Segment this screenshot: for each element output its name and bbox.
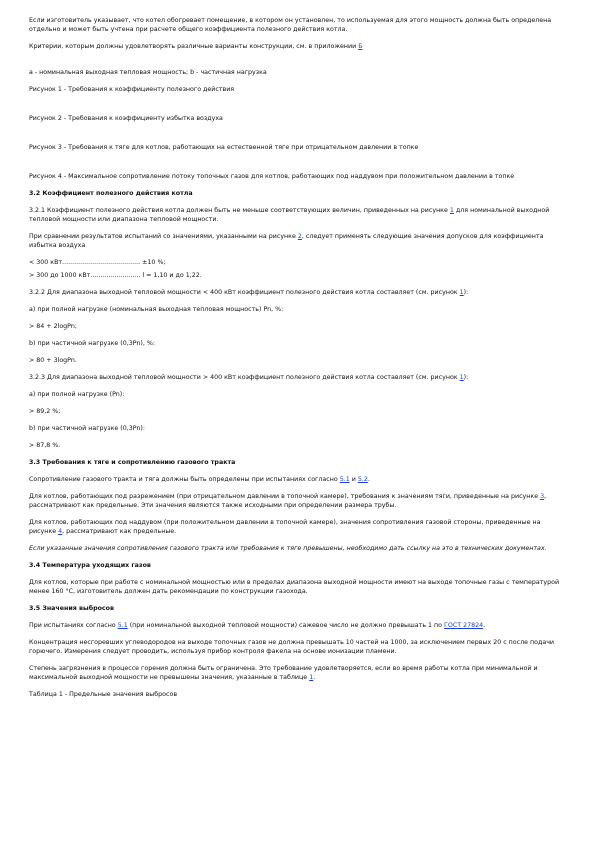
paragraph-3-2-3: 3.2.3 Для диапазона выходной тепловой мощности > 400 кВт коэффициент полезного действия котла составляет (см. рисунок 1):: [29, 374, 469, 381]
link-figure-2[interactable]: 2: [297, 233, 302, 240]
link-gost-27824[interactable]: ГОСТ 27824: [444, 622, 484, 629]
figure-3-caption: Рисунок 3 - Требования к тяге для котлов, работающих на естественной тяге при отрицательном давлении в топке: [29, 144, 419, 151]
paragraph-3-2-2: 3.2.2 Для диапазона выходной тепловой мощности < 400 кВт коэффициент полезного действия котла составляет (см. рисунок 1):: [29, 289, 469, 296]
paragraph-air-excess-tolerance: При сравнении результатов испытаний со значениями, указанными на рисунке 2, следует применять следующие значения допусков для коэффициента избытка воздуха: [29, 233, 544, 249]
item-full-load: а) при полной нагрузке (номинальная выходная тепловая мощность) Pn, %:: [29, 306, 284, 313]
section-heading-3-5: 3.5 Значения выбросов: [29, 605, 114, 612]
link-figure-1[interactable]: 1: [459, 374, 464, 381]
paragraph-3-5-soot: При испытаниях согласно 5.1 (при номинальной выходной тепловой мощности) сажевое число не должно превышать 1 по ГОСТ 27824.: [29, 622, 486, 629]
paragraph-3-3-resistance: Сопротивление газового тракта и тяга должны быть определены при испытаниях согласно 5.1 и 5.2.: [29, 476, 370, 483]
figure-1-caption: Рисунок 1 - Требования к коэффициенту полезного действия: [29, 86, 235, 93]
tolerance-line-2: > 300 до 1000 кВт......................... l = 1,10 и до 1,22.: [29, 272, 202, 279]
link-appendix-b[interactable]: Б: [358, 43, 363, 50]
paragraph-3-5-pollution: Степень загрязнения в процессе горения должна быть ограничена. Это требование удовлетворяется, если во время работы котла при минимальной и максимальной выходной мощности не превышены значения, указанные в таблице 1.: [29, 665, 538, 681]
link-figure-4[interactable]: 4: [58, 528, 63, 535]
value-partial-load-2: > 87,8 %.: [29, 442, 61, 449]
value-full-load-2: > 89,2 %;: [29, 408, 61, 415]
section-heading-3-3: 3.3 Требования к тяге и сопротивлению газового тракта: [29, 459, 236, 466]
paragraph-3-3-negative-pressure: Для котлов, работающих под разрежением (при отрицательном давлении в топочной камере), требования к значениям тяги, приведенные на рисунке 3, рассматривают как предельные. Эти значения являются также исходными при определении размера трубы.: [29, 493, 547, 509]
document-page: [29, 16, 569, 707]
link-table-1[interactable]: 1: [309, 674, 314, 681]
paragraph-3-5-hydrocarbons: Концентрация несгоревших углеводородов на выходе топочных газов не должна превышать 10 частей на 1000, за исключением первых 20 с после подачи горючего. Измерения следует проводить, используя прибор контроля факела на основе ионизации пламени.: [29, 639, 555, 655]
link-section-5-1[interactable]: 5.1: [339, 476, 350, 483]
figure-4-caption: Рисунок 4 - Максимальное сопротивление потоку топочных газов для котлов, работающих под наддувом при положительном давлении в топке: [29, 173, 515, 180]
item-partial-load-2: b) при частичной нагрузке (0,3Pn):: [29, 425, 146, 432]
paragraph-3-3-positive-pressure: Для котлов, работающих под наддувом (при положительном давлении в топочной камере), значения сопротивления газовой стороны, приведенные на рисунке 4, рассматривают как предельные.: [29, 519, 541, 535]
paragraph-3-4: Для котлов, которые при работе с номинальной мощностью или в пределах диапазона выходной мощности имеют на выходе топочные газы с температурой менее 160 °С, изготовитель должен дать рекомендации по конструкции газохода.: [29, 579, 560, 595]
formula-partial-load: > 80 + 3logPn.: [29, 357, 77, 364]
link-figure-1[interactable]: 1: [449, 207, 454, 214]
item-partial-load: b) при частичной нагрузке (0,3Pn), %:: [29, 340, 155, 347]
paragraph-criteria: Критерии, которым должны удовлетворять различные варианты конструкции, см. в приложении Б: [29, 43, 363, 50]
table-1-caption: Таблица 1 - Предельные значения выбросов: [29, 691, 178, 698]
link-section-5-1[interactable]: 5.1: [117, 622, 128, 629]
figure-legend: a - номинальная выходная тепловая мощность; b - частичная нагрузка: [29, 69, 267, 76]
figure-2-caption: Рисунок 2 - Требования к коэффициенту избытка воздуха: [29, 115, 223, 122]
formula-full-load: > 84 + 2logPn;: [29, 323, 77, 330]
link-figure-1[interactable]: 1: [459, 289, 464, 296]
link-section-5-2[interactable]: 5.2: [357, 476, 368, 483]
paragraph-room-heating: Если изготовитель указывает, что котел обогревает помещение, в котором он установлен, то используемая для этого мощность должна быть определена отдельно и может быть учтена при расчете общего коэффициента полезного действия котла.: [29, 17, 552, 33]
item-full-load-2: а) при полной нагрузке (Pn):: [29, 391, 125, 398]
link-figure-3[interactable]: 3: [540, 493, 545, 500]
section-heading-3-2: 3.2 Коэффициент полезного действия котла: [29, 190, 193, 197]
tolerance-line-1: < 300 кВт....................................... ±10 %;: [29, 259, 166, 266]
section-heading-3-4: 3.4 Температура уходящих газов: [29, 562, 151, 569]
paragraph-3-3-note: Если указанные значения сопротивления газового тракта или требования к тяге превышены, необходимо дать ссылку на это в технических документах.: [29, 545, 547, 552]
paragraph-3-2-1: 3.2.1 Коэффициент полезного действия котла должен быть не меньше соответствующих величин, приведенных на рисунке 1 для номинальной выходной тепловой мощности или диапазона тепловой мощности.: [29, 207, 550, 223]
